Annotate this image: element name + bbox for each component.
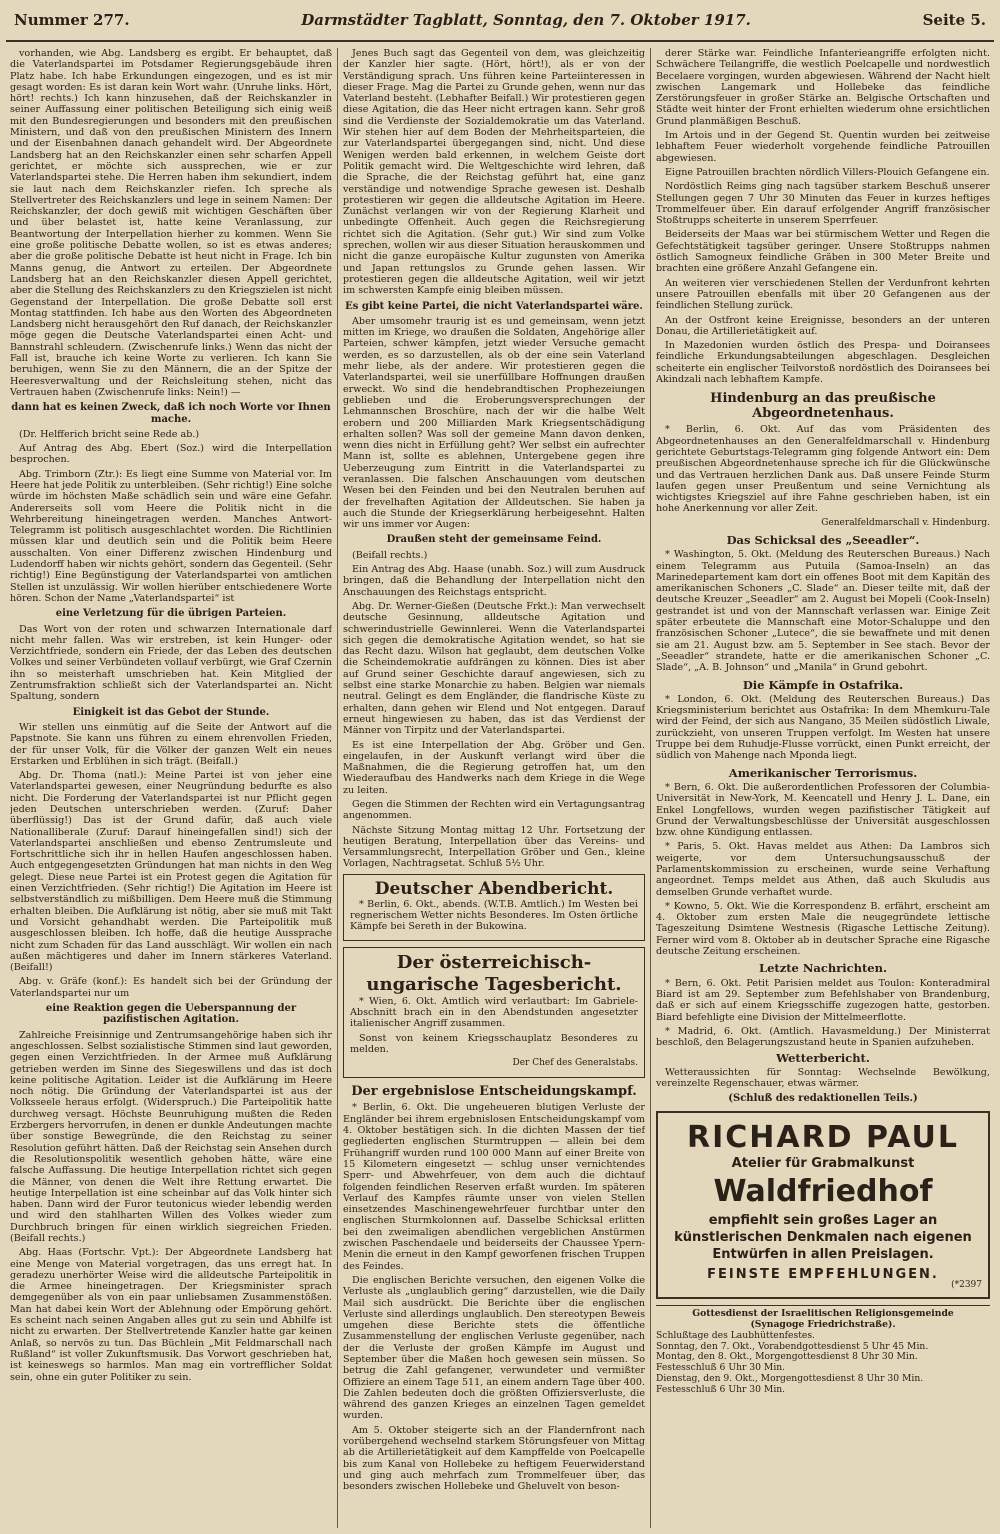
paragraph: Am 5. Oktober steigerte sich an der Flandernfront nach vorübergehend wechselnd starkem Störungsfeuer von Mittag ab die Artillerietätigkeit auf dem Kampffelde von Poelcapelle bis zum Kanal von Hollebeke zu heftigem Feuerwiderstand und ging auch mehrfach zum Trommelfeuer über, das besonders zwischen Hollebeke und Gheluvelt von beson- (343, 1424, 645, 1493)
paragraph: (Dr. Helfferich bricht seine Rede ab.) (19, 428, 200, 440)
section-heading: Die Kämpfe in Ostafrika. (742, 677, 904, 692)
spaced-heading: eine Verletzung für die übrigen Parteien. (55, 608, 287, 620)
masthead (6, 0, 994, 42)
column-1 (10, 48, 332, 1528)
paragraph: Beiderseits der Maas war bei stürmischem Wetter und Regen die Gefechtstätigkeit tagsüber geringer. Unsere Stoßtrupps nahmen östlich Samogneux feindliche Gräben in 300 Meter Breite und brachten eine größere Anzahl Gefangene ein. (656, 229, 990, 275)
worship-title: Gottesdienst der Israelitischen Religionsgemeinde (692, 1308, 954, 1320)
paragraph: vorhanden, wie Abg. Landsberg es ergibt. Er behauptet, daß die Vaterlandspartei im Potsdamer Regierungsgebäude ihren Platz habe. Ich habe Erkundungen eingezogen, und es ist mir gesagt worden: Es ist daran kein Wort wahr. (Unruhe links. Hört, hört! rechts.) Ich kann hinzusehen, daß der Reichskanzler in seiner Auffassung einer politischen Beteiligung sich einig weiß mit den Bundesregierungen und besonders mit den preußischen Ministern, und daß von den preußischen Ministern des Innern und der Eisenbahnen danach gehandelt wird. Der Abgeordnete Landsberg hat an den Reichskanzler einen sehr scharfen Appell gerichtet, er möchte sich aussprechen, wie er zur Vaterlandspartei stehe. Die Herren haben ihm sekundiert, indem sie laut nach dem Reichskanzler riefen. Ich spreche als Stellvertreter des Reichskanzlers und lege in seinem Namen: Der Reichskanzler, der doch gewiß mit wichtigen Geschäften über und über belastet ist, hatte keine Veranlassung, zur Beantwortung der Interpellation hierher zu kommen. Wenn Sie eine große politische Debatte wollen, so ist es etwas anderes; aber die große politische Debatte ist heut nicht in Frage. Ich bin Manns genug, die Antwort zu erteilen. Der Abgeordnete Landsberg hat an den Reichskanzler diesen Appell gerichtet, aber die Stellung des Reichskanzlers zu den Kriegszielen ist nicht Gegenstand der Interpellation. Die große Debatte soll erst Montag stattfinden. Ich habe aus den Worten des Abgeordneten Landsberg nicht herausgehört den Ruf danach, der Reichskanzler möge gegen die Deutsche Vaterlandspartei einen Acht- und Bannstrahl schleudern. (Zwischenrufe links.) Wenn das nicht der Fall ist, brauche ich keine Worte zu verlieren. Ich kann Sie beruhigen, wenn Sie zu den Männern, die an der Spitze der Heeresverwaltung und der Reichsleitung stehen, nicht das Vertrauen haben (Zwischenrufe links: Nein!) — (10, 48, 332, 398)
paragraph: * Bern, 6. Okt. Petit Parisien meldet aus Toulon: Konteradmiral Biard ist am 29. September zum Befehlshaber von Brandenburg, daß er sich auf einem Kriegsschiffe zugezogen hatte, gestorben. Biard befehligte eine Division der Mittelmeerflotte. (656, 977, 990, 1023)
issue-number: Nummer 277. (14, 11, 130, 29)
paragraph: Nordöstlich Reims ging nach tagsüber starkem Beschuß unserer Stellungen gegen 7 Uhr 30 Minuten das Feuer in kurzes heftiges Trommelfeuer über. Ein darauf erfolgender Angriff französischer Stoßtrupps scheiterte in unserem Sperrfeuer. (656, 181, 990, 227)
spaced-heading: eine Reaktion gegen die Ueberspannung der pazifistischen Agitation. (45, 1003, 297, 1026)
paragraph: * London, 6. Okt. (Meldung des Reuterschen Bureaus.) Das Kriegsministerium berichtet aus Ostafrika: In dem Mhemkuru-Tale wird der Feind, der sich aus Nangano, 35 Meilen südöstlich Liwale, zurückzieht, von unseren Truppen verfolgt. Im Westen hat unsere Truppe bei dem Ruhudje-Flusse vorrückt, einen Punkt erreicht, der südlich von Mahenge nach Mponda liegt. (656, 693, 990, 762)
paragraph: Wetteraussichten für Sonntag: Wechselnde Bewölkung, vereinzelte Regenschauer, etwas wärmer. (656, 1066, 990, 1090)
austrian-report-title: Der österreichisch-ungarische Tagesbericht. (366, 951, 622, 995)
paragraph: * Berlin, 6. Okt. Die ungeheueren blutigen Verluste der Engländer bei ihrem ergebnislosen Entscheidungskampf vom 4. Oktober bestätigen sich. In die dichten Massen der tief gegliederten englischen Sturmtruppen — allein bei dem Frühangriff wurden rund 100 000 Mann auf einer Breite von 15 Kilometern eingesetzt — schlug unser vernichtendes Sperr- und Abwehrfeuer, von dem auch die dichtauf folgenden feindlichen Reserven erfaßt wurden. Im späteren Verlauf des Kampfes räumte unser von vielen Stellen einsetzendes Maschinengewehrfeuer furchtbar unter den englischen Sturmkolonnen auf. Dasselbe Schicksal erlitten bei den zweimaligen abendlichen vergeblichen Anstürmen zwischen Paschendaele und beiderseits der Chaussee Ypern-Menin die erneut in den Kampf geworfenen frischen Truppen des Feindes. (343, 1102, 645, 1272)
evening-report-title: Deutscher Abendbericht. (374, 878, 614, 899)
evening-report-box (343, 874, 645, 941)
ad-ref-number: (*2397 (951, 1279, 982, 1290)
editorial-end: (Schluß des redaktionellen Teils.) (728, 1093, 918, 1105)
columns (6, 42, 994, 1532)
austrian-report-box (343, 947, 645, 1079)
spaced-heading: Draußen steht der gemeinsame Feind. (386, 534, 602, 546)
paragraph: * Kowno, 5. Okt. Wie die Korrespondenz B. erfährt, erscheint am 4. Oktober zum ersten Male die neugegründete lettische Tageszeitung Dsimtene Westnesis (Rigasche Lettische Zeitung). Ferner wird vom 8. Oktober ab in deutscher Sprache eine Rigasche deutsche Zeitung erscheinen. (656, 900, 990, 958)
worship-line: Festesschluß 6 Uhr 30 Min. (656, 1383, 786, 1395)
paragraph: Gegen die Stimmen der Rechten wird ein Vertagungsantrag angenommen. (343, 799, 645, 822)
paragraph: derer Stärke war. Feindliche Infanterieangriffe erfolgten nicht. Schwächere Teilangriffe, die westlich Poelcapelle und nordwestlich Becelaere vorgingen, wurden abgewiesen. Während der Nacht hielt zwischen Langemark und Hollebeke das feindliche Zerstörungsfeuer in großer Stärke an. Belgische Ortschaften und Städte weit hinter der Front erhielten wiederum ohne ersichtlichen Grund planmäßigen Beschuß. (656, 48, 990, 127)
paragraph: * Berlin, 6. Okt. Auf das vom Präsidenten des Abgeordnetenhauses an den Generalfeldmarschall v. Hindenburg gerichtete Geburtstags-Telegramm ging folgende Antwort ein: Dem preußischen Abgeordnetenhause spreche ich für die Glückwünsche und das Vertrauen herzlichen Dank aus. Daß unsere Feinde Sturm laufen gegen unser Preußentum und seine Vernichtung als wichtigstes Kriegsziel auf ihre Fahne geschrieben haben, ist ein hohe Anerkennung vor aller Zeit. (656, 424, 990, 515)
worship-line: Sonntag, den 7. Okt., Vorabendgottesdienst 5 Uhr 45 Min. (656, 1340, 929, 1352)
paragraph: Abg. Dr. Thoma (natl.): Meine Partei ist von jeher eine Vaterlandspartei gewesen, einer Neugründung bedurfte es also nicht. Die Forderung der Vaterlandspartei ist nur Pflicht gegen jeden Deutschen unterschrieben werden. (Zuruf: Daher überflüssig!) Das ist der Grund dafür, daß auch viele Nationalliberale (Zuruf: Darauf hineingefallen sind!) sich der Vaterlandspartei anschließen und ebenso Zentrumsleute und Fortschrittliche sich ihr in hellen Haufen angeschlossen haben. Auch entgegengesetzten Gründungen hat man nichts in den Weg gelegt. Diese neue Partei ist ein Protest gegen die Agitation für einen Verzichtfrieden. (Sehr richtig!) Die Agitation im Heere ist selbstverständlich zu mißbilligen. Dem Heere muß die Stimmung erhalten bleiben. Die Aufklärung ist nötig, aber sie muß mit Takt und Vorsicht gehandhabt werden. Die Parteipolitik muß ausgeschlossen bleiben. Ich hoffe, daß die heutige Aussprache nicht zum Schaden für das Land ausschlägt. Wir wollen ein nach außen mächtigeres und daher im Innern stärkeres Vaterland. (Beifall!) (10, 770, 332, 974)
worship-subtitle: (Synagoge Friedrichstraße). (750, 1319, 896, 1331)
section-heading: Hindenburg an das preußische Abgeordnetenhaus. (710, 391, 936, 422)
paragraph: Im Artois und in der Gegend St. Quentin wurden bei zeitweise lebhaftem Feuer wiederholt vorgehende feindliche Patrouillen abgewiesen. (656, 130, 990, 164)
paragraph: Zahlreiche Freisinnige und Zentrumsangehörige haben sich ihr angeschlossen. Selbst sozialistische Stimmen sind laut geworden, gegen einen Verzichtfrieden. In der Armee muß Aufklärung getrieben werden im Sinne des Siegeswillens und das ist doch keine politische Agitation. Leider ist die Aufklärung im Heere noch nötig. Die Gründung der Vaterlandspartei ist aus der Volksseele heraus erfolgt. (Widerspruch.) Die Parteipolitik hatte durchweg versagt. Höchste Beunruhigung mußten die Reden Erzbergers hervorrufen, in denen er dunkle Andeutungen machte über sonstige Bewegründe, die den Reichstag zu seiner Resolution geführt hätten. Daß der Reichstag sein Ansehen durch die Resolutionspolitik wesentlich gehoben hätte, wäre eine falsche Auffassung. Die heutige Interpellation richtet sich gegen die Männer, von denen die Welt ihre Rettung erwartet. Die heutige Interpellation ist eine scheinbar auf das Volk hinter sich haben. Dann wird der Furor teutonicus wieder lebendig werden und wird den stahlharten Willen des Volkes wieder zum Durchbruch bringen für einen wirklich siegreichen Frieden. (Beifall rechts.) (10, 1029, 332, 1244)
signature: Der Chef des Generalstabs. (512, 1058, 638, 1069)
paragraph: (Beifall rechts.) (352, 549, 428, 561)
ad-references: FEINSTE EMPFEHLUNGEN. (707, 1266, 939, 1282)
paragraph: Sonst von keinem Kriegsschauplatz Besonderes zu melden. (350, 1032, 638, 1055)
paragraph: Jenes Buch sagt das Gegenteil von dem, was gleichzeitig der Kanzler hier sagte. (Hört, hört!), als er von der Verständigung sprach. Uns führen keine Parteiinteressen in dieser Frage. Mag die Partei zu Grunde gehen, wenn nur das Vaterland besteht. (Lebhafter Beifall.) Wir protestieren gegen diese Agitation, die das Heer nicht ertragen kann. Sehr groß sind die Verdienste der Sozialdemokratie um das Vaterland. Wir stehen hier auf dem Boden der Mehrheitsparteien, die zur Vaterlandspartei übergegangen sind, nicht. Und diese Wenigen werden bald erkennen, in welchem Geiste dort Politik gemacht wird. Die Weltgeschichte wird lehren, daß die Sprache, die der Reichstag geführt hat, eine ganz verständige und notwendige Sprache gewesen ist. Deshalb protestieren wir gegen die alldeutsche Agitation im Heere. Zunächst verlangen wir von der Regierung Klarheit und unbedingte Offenheit. Auch gegen die Reichsregierung richtet sich die Agitation. (Sehr gut.) Wir sind zum Volke sprechen, wollen wir aus dieser Situation herauskommen und nicht die ganze europäische Kultur zugunsten von Amerika und Japan rettungslos zu Grunde gehen lassen. Wir protestieren gegen die alldeutsche Agitation, weil wir jetzt im schwersten Kampfe einig bleiben müssen. (343, 48, 645, 297)
paragraph: Wir stellen uns einmütig auf die Seite der Antwort auf die Papstnote. Sie kann uns führen zu einem ehrenvollen Frieden, der für unser Volk, für die Völker der ganzen Welt ein neues Erstarken und Erblühen in sich trägt. (Beifall.) (10, 721, 332, 767)
worship-line: Montag, den 8. Okt., Morgengottesdienst 8 Uhr 30 Min. (656, 1351, 918, 1363)
ad-location: Waldfriedhof (713, 1173, 933, 1209)
weather-heading: Wetterbericht. (776, 1051, 870, 1066)
paragraph: * Berlin, 6. Okt., abends. (W.T.B. Amtlich.) Im Westen bei regnerischem Wetter nichts Besonderes. Im Osten örtliche Kämpfe bei Sereth in der Bukowina. (350, 898, 638, 933)
worship-line: Festesschluß 6 Uhr 30 Min. (656, 1362, 786, 1374)
section-heading: Das Schicksal des „Seeadler“. (726, 532, 920, 547)
paragraph: Abg. Haas (Fortschr. Vpt.): Der Abgeordnete Landsberg hat eine Menge von Material vorgetragen, das uns erregt hat. In geradezu unerhörter Weise wird die alldeutsche Parteipolitik in die Armee hineingetragen. Der Kriegsminister sprach demgegenüber als von ein paar unliebsamen Zusammenstößen. Man hat dabei kein Wort der Ablehnung oder Empörung gehört. Es scheint nach seinen Angaben alles gut zu sein und Abhilfe ist nicht zu erwarten. Der Stellvertretende Kanzler hatte gar keinen Anlaß, so nervös zu tun. Das Büchlein „Mit Feldmarschall nach Rußland“ ist voller Zukunftsmusik. Das Vorwort geschrieben hat, ist keineswegs so harmlos. Man mag ein vortrefflicher Soldat sein, ohne ein guter Politiker zu sein. (10, 1247, 332, 1383)
paragraph: An der Ostfront keine Ereignisse, besonders an der unteren Donau, die Artillerietätigkeit auf. (656, 314, 990, 337)
paragraph: Ein Antrag des Abg. Haase (unabh. Soz.) will zum Ausdruck bringen, daß die Behandlung der Interpellation nicht den Anschauungen des Reichstags entspricht. (343, 564, 645, 598)
advertisement-richard-paul (656, 1111, 990, 1300)
masthead-title: Darmstädter Tagblatt, Sonntag, den 7. Oktober 1917. (301, 11, 751, 29)
section-heading: Der ergebnislose Entscheidungskampf. (351, 1084, 637, 1100)
page-number: Seite 5. (922, 11, 986, 29)
paragraph: Die englischen Berichte versuchen, den eigenen Volke die Verluste als „unglaublich gering“ darzustellen, wie die Daily Mail sich ausdrückt. Die Berichte über die englischen Verluste sind allerdings unglaublich. Den stereotypen Beweis umgehen diese Berichte stets die öffentliche Zusammenstellung der englischen Verluste gegenüber, nach der die Verluste der großen Kämpfe im August und September über die Maßen hoch gewesen sein müssen. So betrug die Zahl gefangener, verwundeter und vermißter Offiziere an einem Tage 511, an einem andern Tage über 400. Die Zahlen bedeuten doch die größten Offiziersverluste, die während des ganzen Krieges an einzelnen Tagen gemeldet wurden. (343, 1274, 645, 1422)
ad-name: RICHARD PAUL (686, 1119, 960, 1155)
column-rule (337, 48, 338, 1528)
column-2 (343, 48, 645, 1528)
worship-line: Schlußtage des Laubhüttenfestes. (656, 1329, 815, 1341)
ad-subtitle: Atelier für Grabmalkunst (731, 1155, 915, 1171)
paragraph: Es ist eine Interpellation der Abg. Gröber und Gen. eingelaufen, in der Auskunft verlangt wird über die Maßnahmen, die die Regierung getroffen hat, um den Wiederaufbau des Handwerks nach dem Kriege in die Wege zu leiten. (343, 739, 645, 796)
worship-notice (656, 1305, 990, 1395)
worship-line: Dienstag, den 9. Okt., Morgengottesdienst 8 Uhr 30 Min. (656, 1373, 924, 1385)
paragraph: Eigne Patrouillen brachten nördlich Villers-Plouich Gefangene ein. (665, 166, 990, 178)
ad-description: empfiehlt sein großes Lager an künstlerischen Denkmalen nach eigenen Entwürfen in allen Preislagen. (674, 1212, 972, 1262)
paragraph: * Paris, 5. Okt. Havas meldet aus Athen: Da Lambros sich weigerte, vor dem Untersuchungsausschuß der Parlamentskommission zu erscheinen, wurde seine Verhaftung angeordnet. Temps meldet aus Athen, daß auch Skuludis aus demselben Grunde verhaftet wurde. (656, 841, 990, 898)
paragraph: Das Wort von der roten und schwarzen Internationale darf nicht mehr fallen. Was wir erstreben, ist kein Hunger- oder Verzichtfriede, sondern ein Friede, der das Leben des deutschen Volkes und seiner Verbündeten vollauf verbürgt, wie Graf Czernin ihn so meisterhaft umschrieben hat. Kein Mitglied der Zentrumsfraktion schließt sich der Vaterlandspartei an. Nicht Spaltung, sondern (10, 623, 332, 703)
paragraph: Aber umsomehr traurig ist es und gemeinsam, wenn jetzt mitten im Kriege, wo draußen die Soldaten, Angehörige aller Parteien, schwer kämpfen, jetzt wieder Versuche gemacht werden, es so darzustellen, als ob der eine sein Vaterland mehr liebe, als der andere. Wir protestieren gegen die Vaterlandspartei, weil sie unerfüllbare Hoffnungen draußen erweckt. Wo sind die hendebrandtischen Prophezeiungen geblieben und die Eroberungsversprechungen der Lehmannschen Broschüre, nach der wir die halbe Welt erobern und 200 Milliarden Mark Kriegsentschädigung erhalten sollen? Was soll der gemeine Mann davon denken, wenn dies nicht in Erfüllung geht? Wer selbst ein aufrechter Mann ist, sollte es ablehnen, Untergebene gegen ihre Ueberzeugung zum Eintritt in die Vaterlandspartei zu veranlassen. Die falschen Anschauungen vom deutschen Wesen bei den Feinden und bei den Neutralen beruhen auf der frevelhaften Agitation der Alldeutschen. Sie haben ja auch die Stunde der Kriegserklärung herbeigesehnt. Halten wir uns immer vor Augen: (343, 315, 645, 531)
paragraph: Abg. v. Gräfe (konf.): Es handelt sich bei der Gründung der Vaterlandspartei nur um (10, 976, 332, 999)
paragraph: In Mazedonien wurden östlich des Prespa- und Doiransees feindliche Erkundungsabteilungen abgeschlagen. Desgleichen scheiterte ein englischer Teilvorstoß nordöstlich des Doiransees bei Akindzali nach lebhaftem Kampfe. (656, 340, 990, 386)
signature: Generalfeldmarschall v. Hindenburg. (821, 517, 990, 528)
section-heading: Letzte Nachrichten. (759, 961, 887, 976)
paragraph: * Wien, 6. Okt. Amtlich wird verlautbart: Im Gabriele-Abschnitt brach ein in den Abendstunden angesetzter italienischer Angriff zusammen. (350, 995, 638, 1030)
paragraph: Abg. Trimborn (Ztr.): Es liegt eine Summe von Material vor. Im Heere hat jede Politik zu unterbleiben. (Sehr richtig!) Eine solche würde im höchsten Maße schädlich sein und wäre eine Gefahr. Andererseits soll vom Heere die Politik nicht in die Wehrbereitung hineingetragen werden. Manches Antwort-Telegramm ist politisch ausgeschlachtet worden. Die Richtlinien müssen klar und deutlich sein und die Politik beim Heere ausschalten. Von einer Differenz zwischen Hindenburg und Ludendorff haben wir nichts gehört, sondern das Gegenteil. (Sehr richtig!) Eine Begünstigung der Vaterlandspartei von amtlichen Stellen ist unzulässig. Wir wollen hierüber entschiedenere Worte hören. Schon der Name „Vaterlandspartei“ ist (10, 468, 332, 604)
spaced-heading: dann hat es keinen Zweck, daß ich noch Worte vor Ihnen mache. (11, 402, 331, 425)
paragraph: Abg. Dr. Werner-Gießen (Deutsche Frkt.): Man verwechselt deutsche Gesinnung, alldeutsche Agitation und schwerindustrielle Gewinnlerei. Wenn die Vaterlandspartei sich gegen die demokratische Agitation wendet, so hat sie das Recht dazu. Wilson hat geglaubt, dem deutschen Volke die Scheindemokratie aufdrängen zu können. Dies ist aber auf Grund seiner Geschichte darauf angewiesen, sich zu selbst eine starke Monarchie zu haben. Belgien war niemals neutral. Gelingt es dem Engländer, die flandrische Küste zu erhalten, dann gehen wir Elend und Not entgegen. Darauf erneut hingewiesen zu haben, das ist das Verdienst der Männer von Tirpitz und der Vaterlandspartei. (343, 600, 645, 737)
column-3 (656, 48, 990, 1528)
paragraph: Auf Antrag des Abg. Ebert (Soz.) wird die Interpellation besprochen. (10, 443, 332, 466)
section-heading: Amerikanischer Terrorismus. (728, 765, 918, 780)
spaced-heading: Einigkeit ist das Gebot der Stunde. (72, 706, 270, 718)
paragraph: * Washington, 5. Okt. (Meldung des Reuterschen Bureaus.) Nach einem Telegramm aus Putuila (Samoa-Inseln) an das Marinedepartement kam dort ein offenes Boot mit dem Kapitän des amerikanischen Schoners „C. Slade“ an. Dieser teilte mit, daß der deutsche Kreuzer „Seeadler“ am 2. August bei Mopeli (Cook-Inseln) gestrandet ist und von der Mannschaft verlassen war. Einige Zeit später erbeutete die Mannschaft eine Motor-Schaluppe und den französischen Schoner „Lutece“, die sie bewaffnete und mit denen sie am 21. August bzw. am 5. September in See stach. Bevor der „Seeadler“ strandete, hatte er die amerikanischen Schoner „C. Slade“, „A. B. Johnson“ und „Manila“ in Grund gebohrt. (656, 549, 990, 674)
paragraph: * Bern, 6. Okt. Die außerordentlichen Professoren der Columbia-Universität in New-York, M. Keencatell und Henry J. L. Dane, ein Enkel Longfellows, wurden wegen pazifistischer Tätigkeit auf Grund der Verwaltungsbeschlüsse der Universität ausgeschlossen bzw. ohne Kündigung entlassen. (656, 781, 990, 839)
paragraph: * Madrid, 6. Okt. (Amtlich. Havasmeldung.) Der Ministerrat beschloß, den Belagerungszustand heute in Spanien aufzuheben. (656, 1025, 990, 1049)
paragraph: An weiteren vier verschiedenen Stellen der Verdunfront kehrten unsere Patrouillen ebenfalls mit über 20 Gefangenen aus der feindlichen Stellung zurück. (656, 277, 990, 312)
spaced-heading: Es gibt keine Partei, die nicht Vaterlandspartei wäre. (345, 300, 643, 312)
paragraph: Nächste Sitzung Montag mittag 12 Uhr. Fortsetzung der heutigen Beratung, Interpellation über das Vereins- und Versammlungsrecht, Interpellation Gröber und Gen., kleine Vorlagen, Nachtragsetat. Schluß 5½ Uhr. (343, 824, 645, 870)
column-rule (650, 48, 651, 1528)
